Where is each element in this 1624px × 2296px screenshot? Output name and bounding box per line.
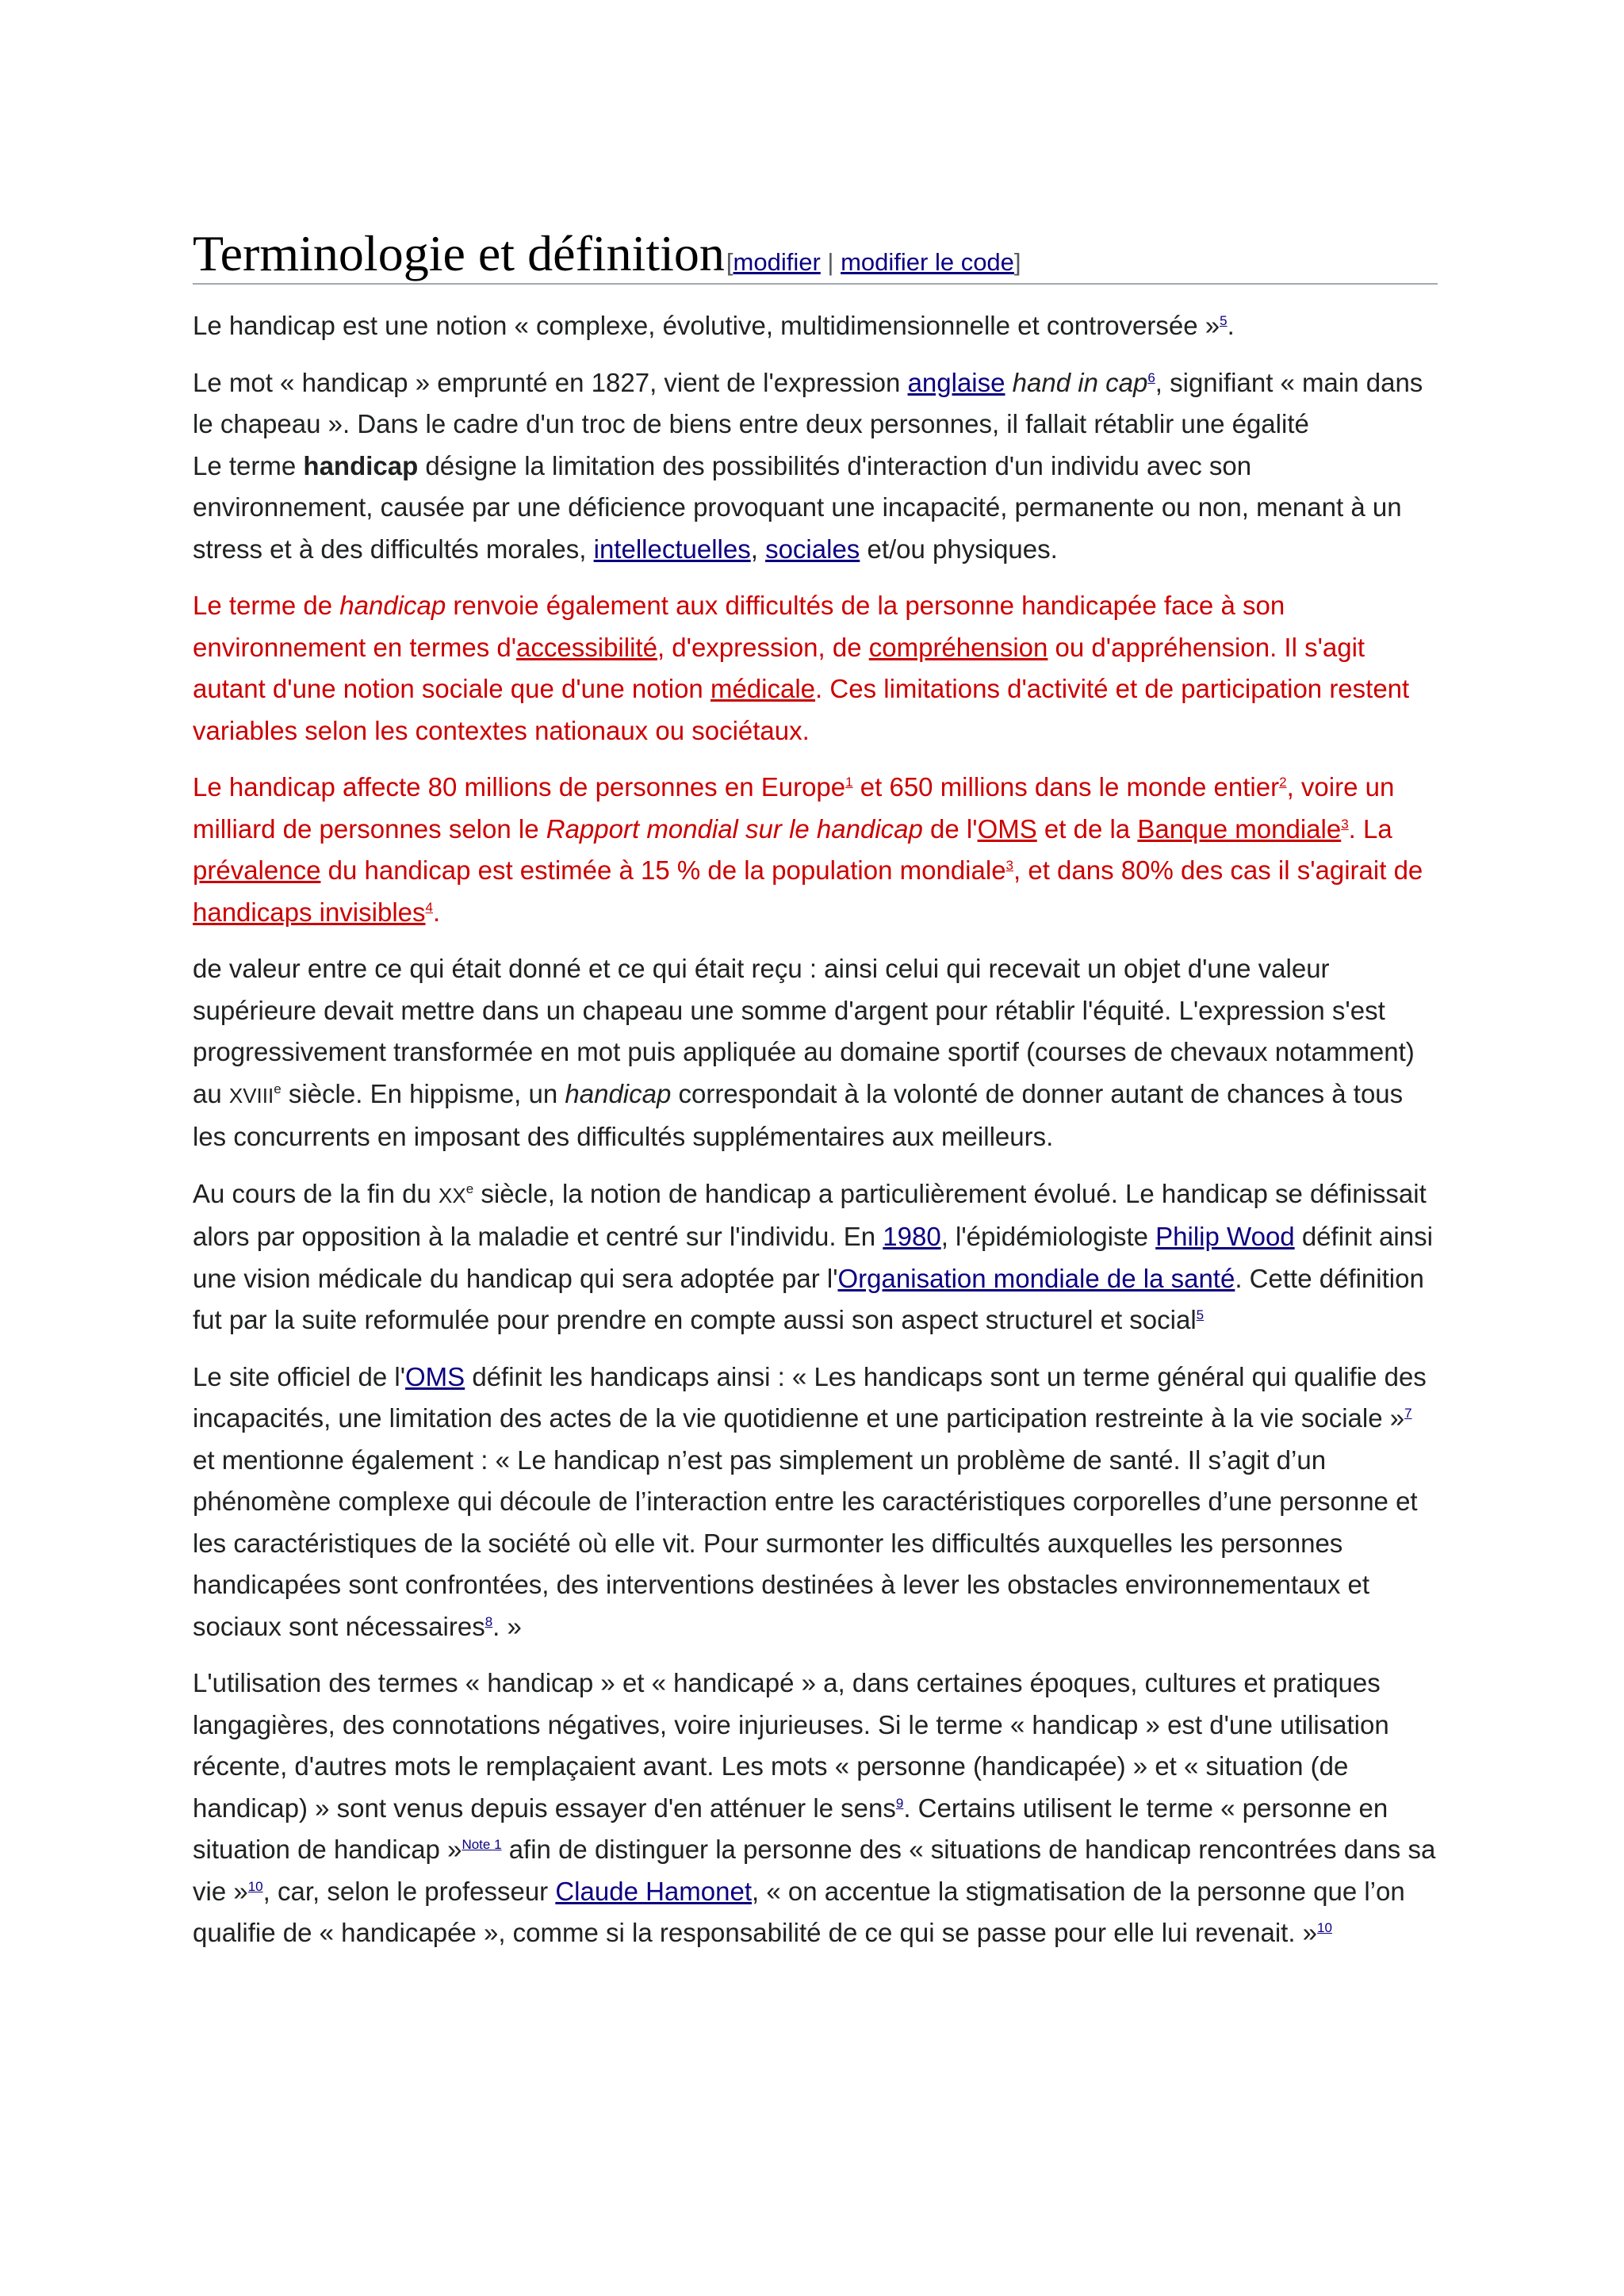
page-title: Terminologie et définition <box>193 225 725 281</box>
link-sociales[interactable]: sociales <box>765 534 860 564</box>
reference <box>845 775 852 790</box>
edit-links <box>726 248 1021 277</box>
reference <box>1317 1920 1332 1935</box>
ref-link-10[interactable]: 10 <box>247 1878 263 1894</box>
paragraph-difficulties: Le terme de handicap renvoie également aux difficultés de la personne handicapée face à son environnement en termes d'accessibilité, d'expression, de compréhension ou d'appréhension. Il s'agit autant d'une notion sociale que d'une notion médicale. Ces limitations d'activité et de participation restent variables selon les contextes nationaux ou sociétaux. <box>193 591 1410 745</box>
reference <box>1006 858 1013 873</box>
link-accessibilite[interactable]: accessibilité <box>516 632 657 662</box>
edit-separator: | <box>820 248 841 276</box>
paragraph-statistics: Le handicap affecte 80 millions de personnes en Europe$^1$ et 650 millions dans le monde entier$^2$, voire un milliard de personnes selon le Rapport mondial sur le handicap de l'OMS et de la Banque mondiale$^3$. La prévalence du handicap est estimée à 15 % de la population mondiale$^3$, et dans 80% des cas il s'agirait de handicaps invisibles$^4$. <box>193 772 1423 927</box>
ref-link-1[interactable]: 1 <box>845 775 853 790</box>
ref-link-7[interactable]: 7 <box>1404 1406 1412 1422</box>
link-medicale[interactable]: médicale <box>710 674 816 704</box>
edit-code-link[interactable]: modifier le code <box>841 248 1014 276</box>
note-link-1[interactable]: Note 1 <box>462 1837 502 1853</box>
century-xviii: XVIII <box>228 1083 274 1108</box>
reference <box>426 900 433 915</box>
ref-link-2[interactable]: 2 <box>1279 775 1287 790</box>
edit-bracket-close: ] <box>1013 248 1021 276</box>
reference <box>1197 1307 1204 1322</box>
ref-link-4[interactable]: 4 <box>425 899 433 915</box>
link-intellectuelles[interactable]: intellectuelles <box>593 534 751 564</box>
edit-link[interactable]: modifier <box>733 248 821 276</box>
link-handicaps-invisibles[interactable]: handicaps invisibles <box>193 897 426 927</box>
ref-link-8[interactable]: 8 <box>485 1613 493 1629</box>
ref-link-6[interactable]: 6 <box>1147 369 1155 385</box>
ref-link-5b[interactable]: 5 <box>1196 1307 1205 1323</box>
reference <box>1147 370 1155 385</box>
ref-link-5[interactable]: 5 <box>1220 313 1228 329</box>
paragraph-definition: Le terme handicap désigne la limitation des possibilités d'interaction d'un individu avec son environnement, causée par une déficience provoquant une incapacité, permanente ou non, menant à un stress et à des difficultés morales, intellectuelles, sociales et/ou physiques. <box>193 450 1402 564</box>
century-xx: XX <box>439 1183 466 1207</box>
link-claude-hamonet[interactable]: Claude Hamonet <box>555 1876 752 1906</box>
edit-bracket-open: [ <box>726 248 733 276</box>
ref-link-10b[interactable]: 10 <box>1317 1920 1332 1936</box>
reference <box>485 1614 492 1629</box>
link-philip-wood[interactable]: Philip Wood <box>1155 1222 1295 1252</box>
link-banque-mondiale[interactable]: Banque mondiale <box>1137 813 1342 844</box>
article-section <box>193 227 1438 1969</box>
italic-hand-in-cap: hand in cap <box>1012 367 1148 397</box>
paragraph-evolution: Au cours de la fin du XXe siècle, la notion de handicap a particulièrement évolué. Le handicap se définissait alors par opposition à la maladie et centré sur l'individu. En 1980, l'épidémiologiste Philip Wood définit ainsi une vision médicale du handicap qui sera adoptée par l'Organisation mondiale de la santé. Cette définition fut par la suite reformulée pour prendre en compte aussi son aspect structurel et social$^5$ <box>193 1178 1433 1335</box>
ref-link-9[interactable]: 9 <box>895 1795 904 1811</box>
link-prevalence[interactable]: prévalence <box>193 855 321 886</box>
reference <box>248 1879 263 1894</box>
link-oms[interactable]: OMS <box>977 813 1037 844</box>
link-comprehension[interactable]: compréhension <box>868 632 1048 662</box>
link-organisation-mondiale-sante[interactable]: Organisation mondiale de la santé <box>837 1263 1235 1293</box>
reference <box>1404 1406 1411 1421</box>
paragraph-intro: Le handicap est une notion « complexe, évolutive, multidimensionnelle et controversée »$^5$. <box>193 311 1235 341</box>
link-anglaise[interactable]: anglaise <box>907 367 1005 397</box>
bold-handicap: handicap <box>303 450 419 480</box>
paragraph-history: de valeur entre ce qui était donné et ce qui était reçu : ainsi celui qui recevait un objet d'une valeur supérieure devait mettre dans un chapeau une somme d'argent pour rétablir l'équité. L'expression s'est progressivement transformée en mot puis appliquée au domaine sportif (courses de chevaux notamment) au XVIIIe siècle. En hippisme, un handicap correspondait à la volonté de donner autant de chances à tous les concurrents en imposant des difficultés supplémentaires aux meilleurs. <box>193 954 1415 1152</box>
reference <box>1341 817 1348 832</box>
paragraph-oms: Le site officiel de l'OMS définit les handicaps ainsi : « Les handicaps sont un terme général qui qualifie des incapacités, une limitation des actes de la vie quotidienne et une participation restreinte à la vie sociale »$^7$ et mentionne également : « Le handicap n’est pas simplement un problème de santé. Il s’agit d’un phénomène complexe qui découle de l’interaction entre les caractéristiques corporelles d’une personne et les caractéristiques de la société où elle vit. Pour surmonter les difficultés auxquelles les personnes handicapées sont confrontées, des interventions destinées à lever les obstacles environnementaux et sociaux sont nécessaires$^8$. » <box>193 1361 1427 1641</box>
paragraph-etymology: Le mot « handicap » emprunté en 1827, vient de l'expression anglaise hand in cap$^6$, signifiant « main dans le chapeau ». Dans le cadre d'un troc de biens entre deux personnes, il fallait rétablir une égalité <box>193 367 1423 439</box>
note-reference <box>462 1837 501 1852</box>
reference <box>1279 775 1286 790</box>
ref-link-3[interactable]: 3 <box>1341 816 1349 832</box>
reference <box>896 1796 903 1811</box>
link-1980[interactable]: 1980 <box>883 1222 941 1252</box>
paragraph-terms: L'utilisation des termes « handicap » et « handicapé » a, dans certaines époques, cultures et pratiques langagières, des connotations négatives, voire injurieuses. Si le terme « handicap » est d'une utilisation récente, d'autres mots le remplaçaient avant. Les mots « personne (handicapée) » et « situation (de handicap) » sont venus depuis essayer d'en atténuer le sens$^9$. Certains utilisent le terme « personne en situation de handicap »$^{Note 1}$ afin de distinguer la personne des « situations de handicap rencontrées dans sa vie »$^{10}$, car, selon le professeur Claude Hamonet, « on accentue la stigmatisation de la personne que l’on qualifie de « handicapée », comme si la responsabilité de ce qui se passe pour elle lui revenait. »$^{10}$ <box>193 1668 1436 1948</box>
link-oms-site[interactable]: OMS <box>405 1361 465 1391</box>
section-heading <box>193 227 1438 285</box>
ref-link-3b[interactable]: 3 <box>1005 858 1014 874</box>
reference <box>1220 313 1227 328</box>
